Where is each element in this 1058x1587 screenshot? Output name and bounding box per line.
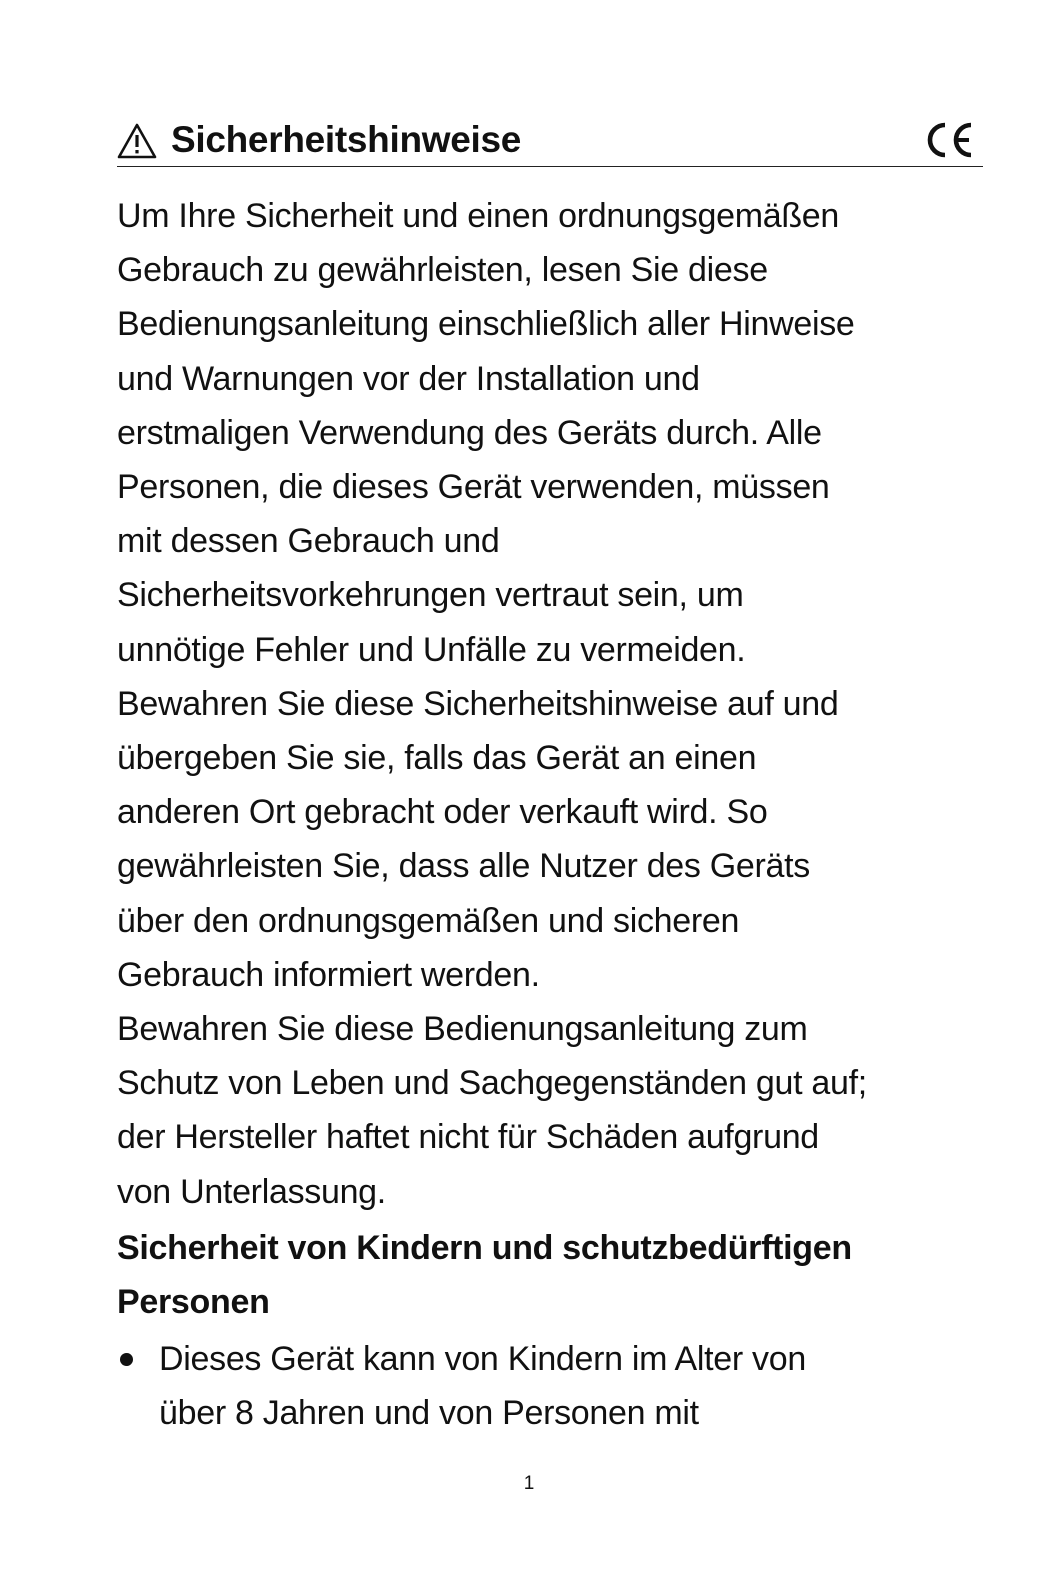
text-line: der Hersteller haftet nicht für Schäden aufgrund (117, 1118, 819, 1157)
text-line: Sicherheitsvorkehrungen vertraut sein, um (117, 576, 744, 615)
text-line: unnötige Fehler und Unfälle zu vermeiden. (117, 630, 746, 669)
text-line: Schutz von Leben und Sachgegenständen gut auf; (117, 1064, 867, 1103)
text-line: Bedienungsanleitung einschließlich aller Hinweise (117, 305, 855, 344)
text-line: anderen Ort gebracht oder verkauft wird. So (117, 793, 768, 832)
text-line: übergeben Sie sie, falls das Gerät an einen (117, 739, 757, 778)
warning-triangle-icon (117, 123, 157, 159)
bullet-list-item (117, 1332, 983, 1440)
intro-paragraph (117, 189, 983, 1002)
text-line: von Unterlassung. (117, 1172, 386, 1211)
text-line: und Warnungen vor der Installation und (117, 359, 700, 398)
text-line: über 8 Jahren und von Personen mit (159, 1394, 699, 1433)
text-line: über den ordnungsgemäßen und sicheren (117, 901, 740, 940)
text-line: gewährleisten Sie, dass alle Nutzer des Geräts (117, 847, 810, 886)
text-line: Gebrauch informiert werden. (117, 955, 540, 994)
section-header (117, 110, 983, 167)
text-line: Bewahren Sie diese Bedienungsanleitung zum (117, 1010, 808, 1049)
heading-line: Personen (117, 1283, 270, 1322)
page-number: 1 (523, 1473, 535, 1494)
text-line: mit dessen Gebrauch und (117, 522, 500, 561)
text-line: Personen, die dieses Gerät verwenden, müssen (117, 468, 830, 507)
text-line: Dieses Gerät kann von Kindern im Alter von (159, 1340, 806, 1379)
child-safety-heading (117, 1221, 983, 1329)
heading-line: Sicherheit von Kindern und schutzbedürftigen (117, 1228, 852, 1267)
document-page (117, 110, 983, 1441)
text-line: Um Ihre Sicherheit und einen ordnungsgemäßen (117, 197, 840, 235)
ce-mark-icon (923, 120, 975, 160)
manual-retention-paragraph (117, 1002, 983, 1219)
page-title: Sicherheitshinweise (171, 119, 522, 160)
bullet-icon (120, 1353, 133, 1366)
text-line: Bewahren Sie diese Sicherheitshinweise auf und (117, 684, 839, 723)
text-line: Gebrauch zu gewährleisten, lesen Sie diese (117, 251, 768, 290)
text-line: erstmaligen Verwendung des Geräts durch. Alle (117, 413, 822, 452)
body-text (117, 189, 983, 1441)
